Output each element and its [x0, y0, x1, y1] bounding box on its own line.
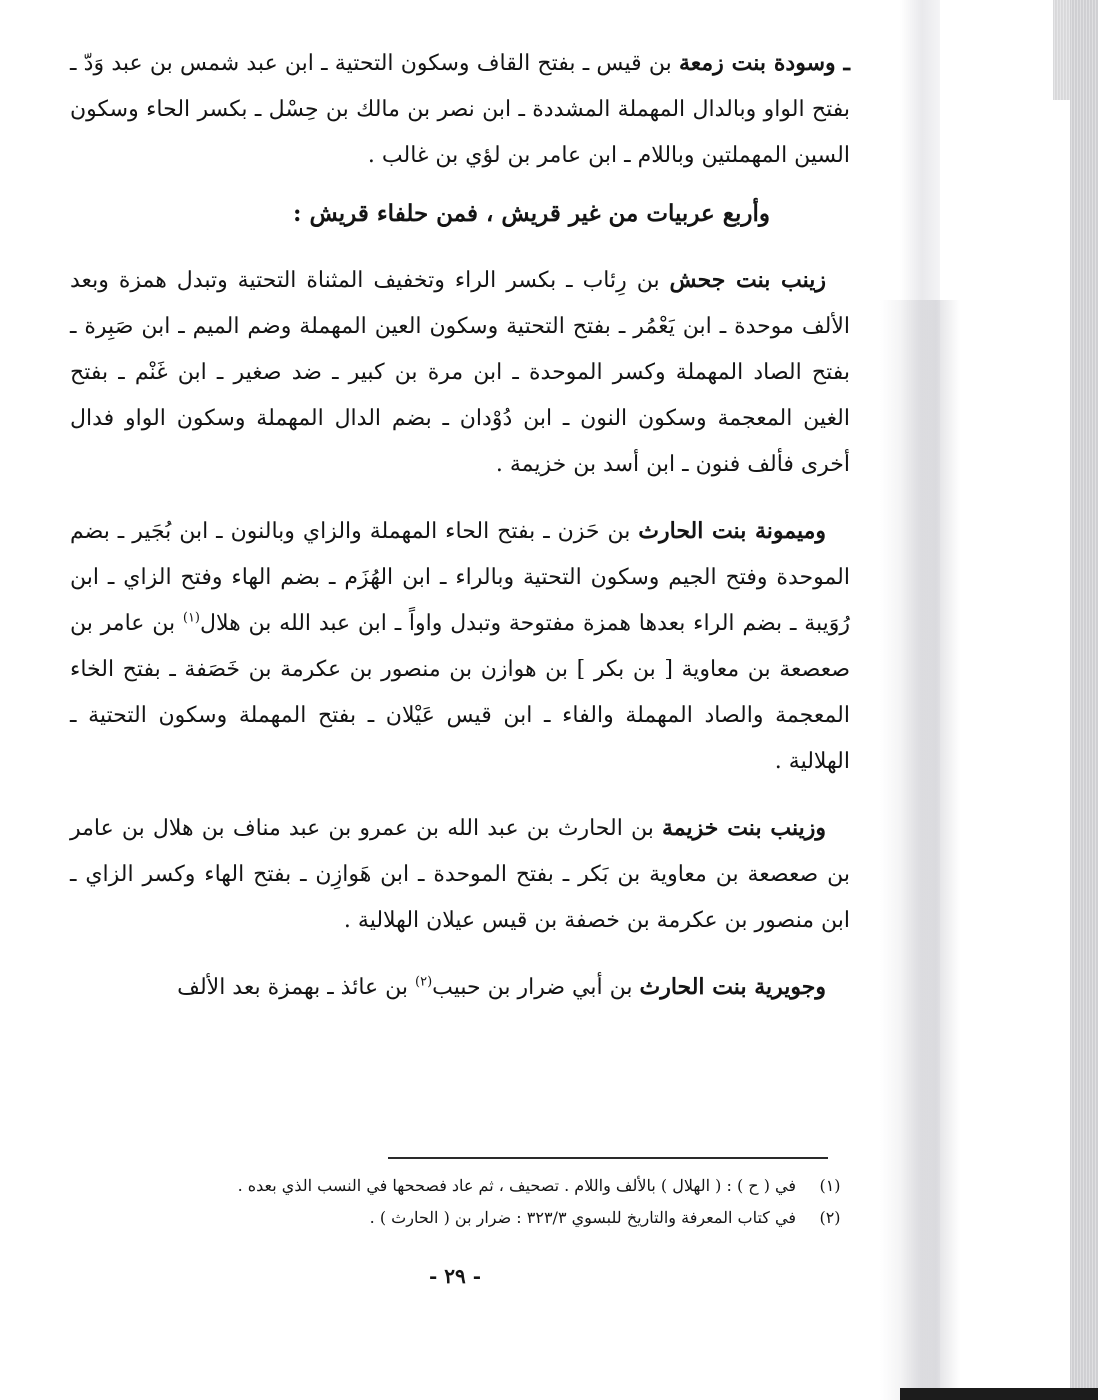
page-gutter-shadow-soft: [880, 300, 960, 1400]
person-name: ـ وسودة بنت زمعة: [678, 50, 850, 76]
person-name: وجويرية بنت الحارث: [639, 974, 826, 1000]
person-name: وزينب بنت خزيمة: [662, 815, 826, 841]
footnote-number: (١): [819, 1176, 841, 1195]
page-body: [70, 40, 850, 1011]
paragraph-sawda: [70, 40, 850, 179]
paragraph-text-continued: بن عائذ ـ بهمزة بعد الألف: [177, 975, 416, 1000]
section-heading: وأربع عربيات من غير قريش ، فمن حلفاء قريش :: [292, 200, 770, 227]
footnote-2: [70, 1202, 850, 1234]
scan-border-bottom: [900, 1388, 1098, 1400]
paragraph-text: بن الحارث بن عبد الله بن عمرو بن عبد مناف بن هلال بن عامر بن صعصعة بن معاوية بن بَكر ـ بفتح الموحدة ـ ابن هَوازِن ـ بفتح الهاء وكسر الزاي ـ ابن منصور بن عكرمة بن خصفة بن قيس عيلان الهلالية .: [70, 816, 850, 933]
footnote-marker-2[interactable]: (٢): [415, 974, 433, 990]
person-name: وميمونة بنت الحارث: [638, 518, 826, 544]
footnote-text: في ( ح ) : ( الهلال ) بالألف واللام . تصحيف ، ثم عاد فصححها في النسب الذي بعده .: [237, 1176, 796, 1195]
paragraph-text: بن قيس ـ بفتح القاف وسكون التحتية ـ ابن عبد شمس بن عبد وَدّ ـ بفتح الواو وبالدال المهملة المشددة ـ ابن نصر بن مالك بن حِسْل ـ بكسر الحاء وسكون السين المهملتين وباللام ـ ابن عامر بن لؤي بن غالب .: [70, 51, 850, 168]
page-number: - ٢٩ -: [428, 1264, 481, 1288]
footnotes: [70, 1170, 850, 1234]
footnote-text: في كتاب المعرفة والتاريخ للبسوي ٣٢٣/٣ : ضرار بن ( الحارث ) .: [369, 1208, 796, 1227]
footnote-number: (٢): [819, 1208, 841, 1227]
paragraph-text-continued: بن عامر بن صعصعة بن معاوية [ بن بكر ] بن هوازن بن منصور بن عكرمة بن خَصَفة ـ بفتح الخاء المعجمة والصاد المهملة والفاء ـ ابن قيس عَيْلان ـ بفتح المهملة وسكون التحتية ـ الهلالية .: [70, 611, 850, 774]
person-name: زينب بنت جحش: [669, 267, 826, 293]
paragraph-zaynab-jahsh: [70, 257, 850, 488]
paragraph-maymuna: [70, 508, 850, 785]
paragraph-zaynab-khuzayma: [70, 805, 850, 944]
paragraph-text: بن رِئاب ـ بكسر الراء وتخفيف المثناة التحتية وتبدل همزة وبعد الألف موحدة ـ ابن يَعْمُر ـ بفتح التحتية وسكون العين المهملة وضم الميم ـ ابن صَبِرة ـ بفتح الصاد المهملة وكسر الموحدة ـ ابن مرة بن كبير ـ ضد صغير ـ ابن غَنْم ـ بفتح الغين المعجمة وسكون النون ـ ابن دُوْدان ـ بضم الدال المهملة وسكون الواو فدال أخرى فألف فنون ـ ابن أسد بن خزيمة .: [70, 268, 850, 477]
book-page-edges: [1070, 0, 1098, 1400]
paragraph-juwayriya: [70, 964, 850, 1011]
paragraph-text: بن حَزن ـ بفتح الحاء المهملة والزاي وبالنون ـ ابن بُجَير ـ بضم الموحدة وفتح الجيم وسكون التحتية وبالراء ـ ابن الهُزَم ـ بضم الهاء وفتح الزاي ـ ابن رُوَيبة ـ بضم الراء بعدها همزة مفتوحة وتبدل واواً ـ ابن عبد الله بن هلال: [70, 519, 850, 636]
paragraph-text: بن أبي ضرار بن حبيب: [432, 975, 640, 1000]
footnote-separator: [388, 1157, 828, 1159]
footnote-marker-1[interactable]: (١): [182, 610, 200, 626]
footnote-1: [70, 1170, 850, 1202]
